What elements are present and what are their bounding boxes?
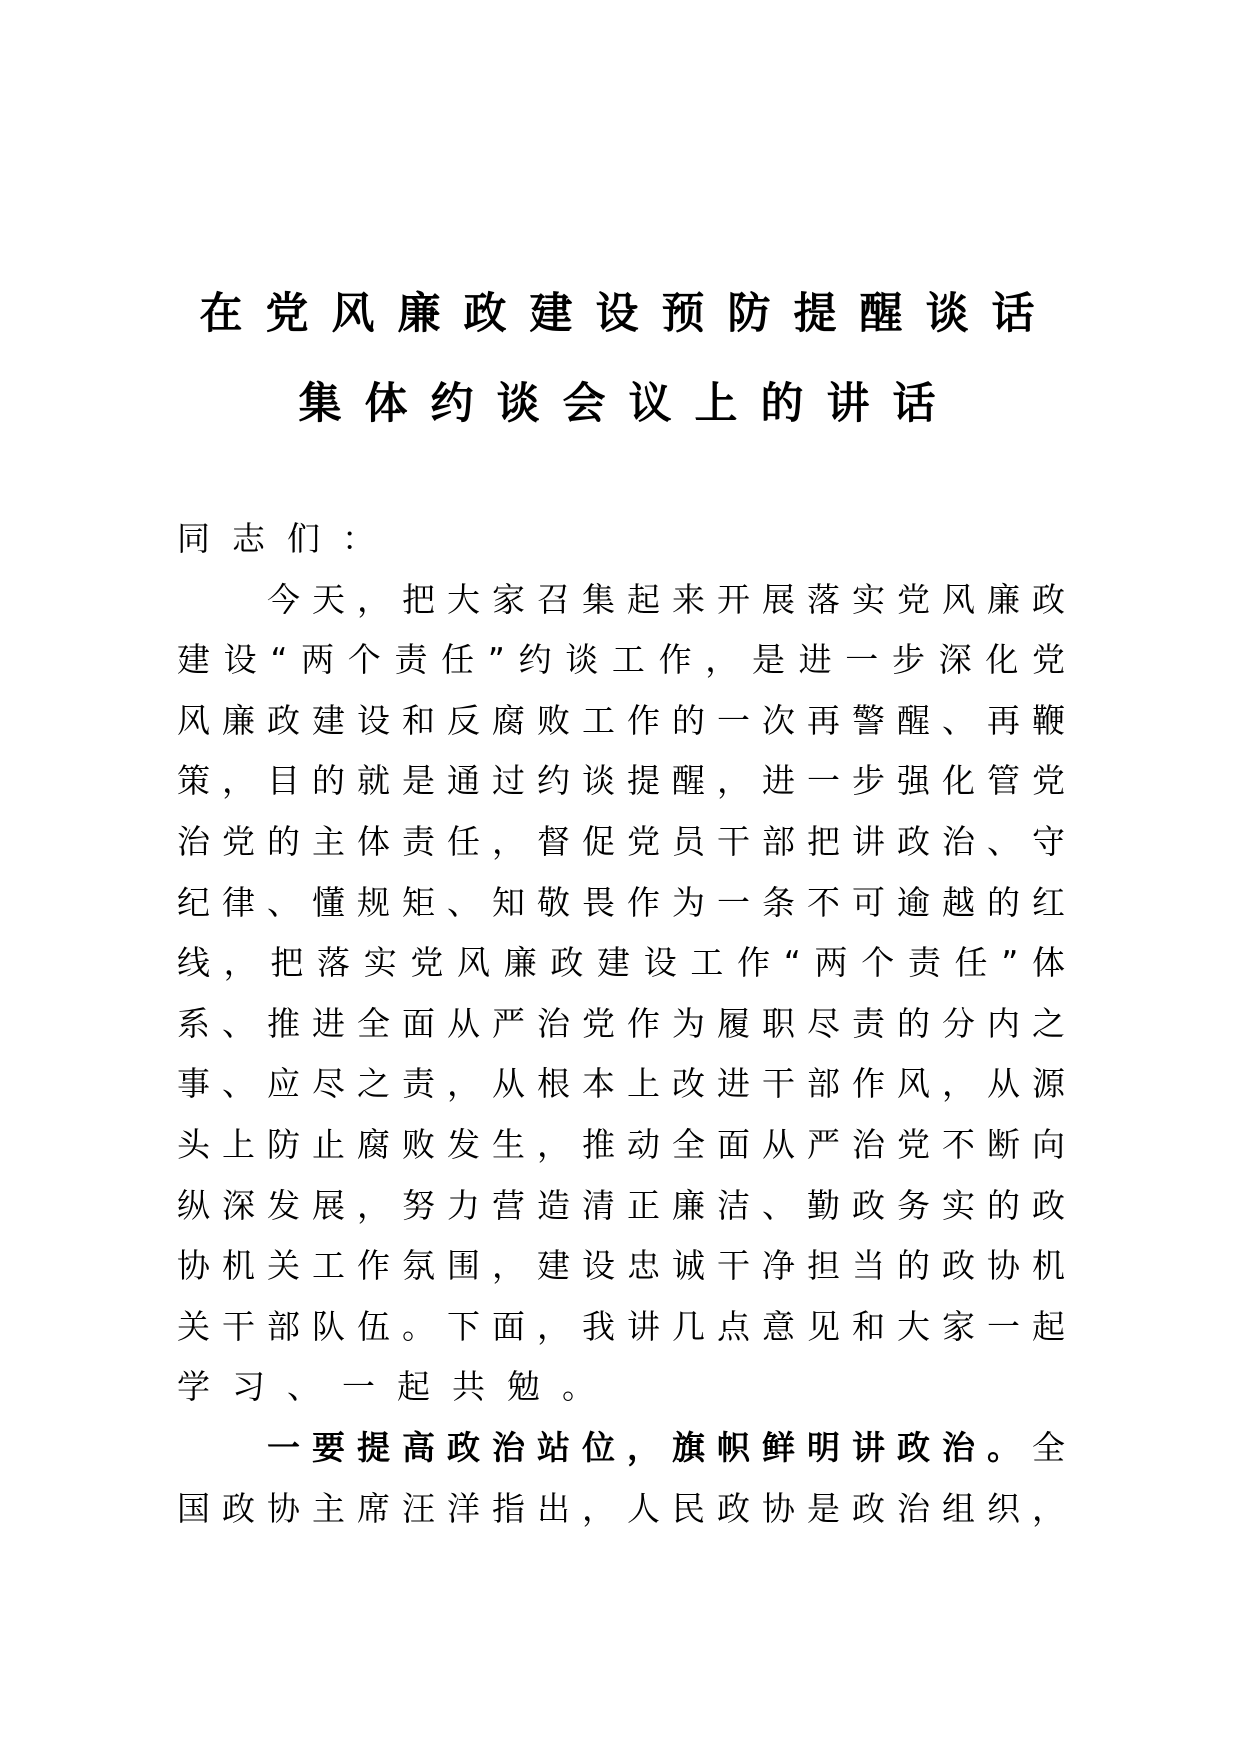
paragraph-1-line: 事、应尽之责，从根本上改进干部作风，从源 <box>177 1064 1065 1104</box>
paragraph-2-line: 国政协主席汪洋指出，人民政协是政治组织， <box>177 1488 1065 1528</box>
paragraph-1-line: 学习、一起共勉。 <box>177 1367 617 1407</box>
greeting: 同志们： <box>177 519 397 558</box>
section-heading: 一要提高政治站位，旗帜鲜明讲政治。 <box>177 1427 1032 1467</box>
paragraph-1-line: 建设“两个责任”约谈工作，是进一步深化党 <box>177 640 1065 680</box>
paragraph-1-line: 头上防止腐败发生，推动全面从严治党不断向 <box>177 1124 1065 1164</box>
paragraph-1-line: 协机关工作氛围，建设忠诚干净担当的政协机 <box>177 1246 1065 1286</box>
document-title-line-1: 在党风廉政建设预防提醒谈话 <box>199 289 1058 339</box>
paragraph-1-line: 关干部队伍。下面，我讲几点意见和大家一起 <box>177 1306 1065 1346</box>
paragraph-1-line: 纪律、懂规矩、知敬畏作为一条不可逾越的红 <box>177 882 1065 922</box>
paragraph-2-text: 全 <box>1032 1427 1065 1467</box>
paragraph-1-line: 风廉政建设和反腐败工作的一次再警醒、再鞭 <box>177 700 1065 740</box>
paragraph-1-line: 策，目的就是通过约谈提醒，进一步强化管党 <box>177 761 1065 801</box>
paragraph-1-line: 系、推进全面从严治党作为履职尽责的分内之 <box>177 1003 1065 1043</box>
document-body <box>177 509 1065 1539</box>
paragraph-1-line: 纵深发展，努力营造清正廉洁、勤政务实的政 <box>177 1185 1065 1225</box>
paragraph-2-line <box>177 1418 1065 1479</box>
paragraph-1-line: 治党的主体责任，督促党员干部把讲政治、守 <box>177 821 1065 861</box>
document-title-line-2: 集体约谈会议上的讲话 <box>298 379 959 429</box>
paragraph-1 <box>177 570 1065 1418</box>
paragraph-1-line: 线，把落实党风廉政建设工作“两个责任”体 <box>177 943 1065 983</box>
paragraph-1-line: 今天，把大家召集起来开展落实党风廉政 <box>177 579 1065 619</box>
